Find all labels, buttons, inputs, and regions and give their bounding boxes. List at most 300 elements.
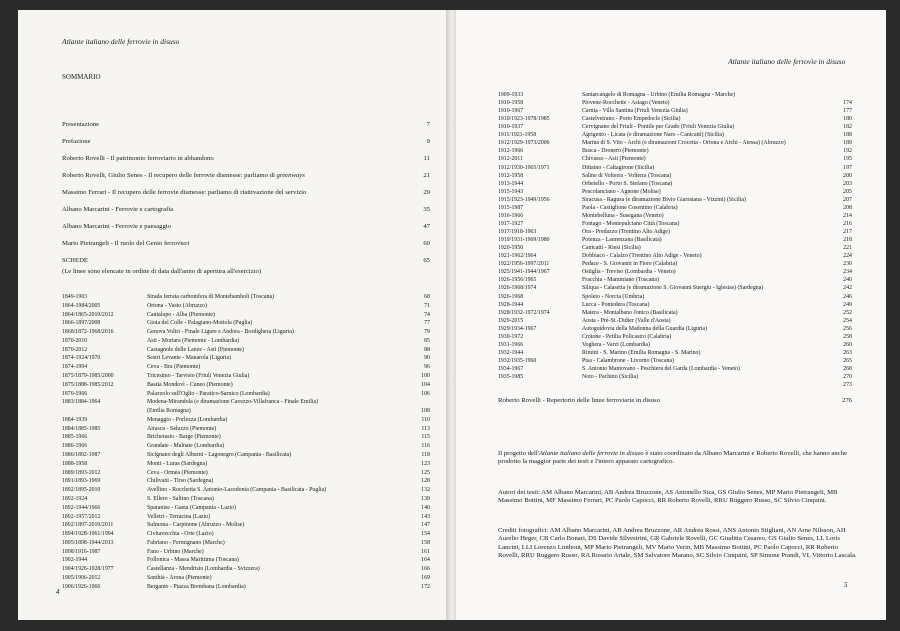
scheda-dates: 1932/1935-1960 bbox=[498, 357, 537, 364]
scheda-name: Fano - Urbino (Marche) bbox=[147, 548, 204, 555]
scheda-entry bbox=[147, 461, 430, 468]
scheda-dates: 1912-1958 bbox=[498, 172, 524, 179]
scheda-page: 106 bbox=[421, 390, 430, 397]
scheda-entry bbox=[582, 156, 852, 163]
scheda-name: Sestri Levante - Manarola (Liguria) bbox=[147, 355, 232, 362]
scheda-entry bbox=[147, 470, 430, 477]
toc-entry-text: Roberto Rovelli - Repertorio delle linee ferroviarie in disuso bbox=[498, 397, 660, 404]
scheda-entry bbox=[582, 285, 852, 292]
scheda-dates: 1864-1984/2005 bbox=[62, 302, 101, 309]
scheda-dates: 1891/1893-1969 bbox=[62, 478, 101, 485]
scheda-dates: 1904/1926-1928/1977 bbox=[62, 566, 114, 573]
scheda-entry bbox=[582, 100, 852, 107]
scheda-entry bbox=[582, 116, 852, 123]
scheda-name: Aosta - Pré-St.-Didier (Valle d'Aosta) bbox=[582, 317, 671, 324]
toc-entry-text: Mario Pietrangeli - Il ruolo del Genio ferrovieri bbox=[62, 240, 190, 247]
scheda-entry bbox=[582, 197, 852, 204]
scheda-page: 68 bbox=[424, 294, 430, 300]
scheda-name: Potenza - Laurenzana (Basilicata) bbox=[582, 237, 662, 244]
scheda-entry bbox=[582, 205, 852, 212]
scheda-name: Marina di S. Vito - Archi (e diramazioni Crocetta - Ortona e Archi - Atessa) (Abruzzo) bbox=[582, 140, 786, 147]
scheda-page: 172 bbox=[421, 583, 430, 590]
scheda-name: Noto - Pachino (Sicilia) bbox=[582, 374, 639, 381]
scheda-dates: 1884/1885-1985 bbox=[62, 425, 101, 432]
scheda-page: 166 bbox=[421, 566, 430, 573]
scheda-page: 249 bbox=[843, 301, 852, 308]
scheda-dates: 1889/1893-2012 bbox=[62, 469, 101, 476]
scheda-dates: 1934-1967 bbox=[498, 366, 524, 373]
scheda-dates: 1884-1939 bbox=[62, 416, 88, 423]
scheda-page: 256 bbox=[843, 325, 852, 332]
scheda-page: 110 bbox=[421, 416, 430, 423]
scheda-dates: 1926-1968/1974 bbox=[498, 285, 537, 292]
scheda-dates: 1911/1921-1958 bbox=[498, 132, 537, 139]
running-header: Atlante italiano delle ferrovie in disuso bbox=[62, 37, 180, 46]
toc-entry bbox=[62, 223, 430, 230]
scheda-name: S. Antonio Mantovano - Peschiera del Garda (Lombardia - Veneto) bbox=[582, 366, 740, 373]
scheda-dates: 1921-1962/1964 bbox=[498, 253, 537, 260]
scheda-entry bbox=[147, 408, 430, 415]
scheda-page: 205 bbox=[843, 188, 852, 195]
scheda-name: Fabriano - Fermignano (Marche) bbox=[147, 539, 225, 546]
scheda-name: Ceva - Bra (Piemonte) bbox=[147, 364, 201, 371]
scheda-name: Monti - Luras (Sardegna) bbox=[147, 460, 208, 467]
scheda-dates: 1892-1957/2012 bbox=[62, 513, 101, 520]
scheda-page: 161 bbox=[421, 548, 430, 555]
scheda-name: Strada ferrata carbonifera di Montebamboli (Toscana) bbox=[147, 294, 274, 300]
scheda-page: 77 bbox=[424, 320, 430, 327]
scheda-page: 254 bbox=[843, 317, 852, 324]
scheda-dates: 1930-1972 bbox=[498, 333, 524, 340]
toc-entry-page: 21 bbox=[423, 172, 430, 179]
scheda-entry bbox=[582, 229, 852, 236]
scheda-entry bbox=[147, 514, 430, 521]
scheda-dates: 1917/1918-1963 bbox=[498, 229, 537, 236]
scheda-entry bbox=[147, 391, 430, 398]
scheda-dates: 1892/1895-2010 bbox=[62, 487, 101, 494]
toc-entry-italic: greenways bbox=[276, 172, 305, 179]
scheda-page: 200 bbox=[843, 172, 852, 179]
scheda-name: Orbetello - Porto S. Stefano (Toscana) bbox=[582, 180, 673, 187]
scheda-name: Follonica - Massa Marittima (Toscana) bbox=[147, 557, 239, 564]
scheda-page: 218 bbox=[843, 237, 852, 244]
scheda-page: 260 bbox=[843, 341, 852, 348]
scheda-name: Sulmona - Carpinone (Abruzzo - Molise) bbox=[147, 522, 245, 529]
toc-entry-page: 47 bbox=[423, 223, 430, 230]
scheda-name: Gioia del Colle - Palagiano-Mottola (Puglia) bbox=[147, 320, 253, 327]
scheda-dates: 1915/1923-1949/1956 bbox=[498, 196, 550, 203]
scheda-name: Tricesimo - Tarvisio (Friuli Venezia Giulia) bbox=[147, 373, 250, 380]
scheda-entry bbox=[582, 140, 852, 147]
scheda-page: 252 bbox=[843, 309, 852, 316]
toc-entry-text: Presentazione bbox=[62, 121, 100, 128]
scheda-page: 234 bbox=[843, 269, 852, 276]
scheda-dates: 1916-1966 bbox=[498, 212, 524, 219]
scheda-dates: 1864/1865-2010/2012 bbox=[62, 311, 114, 318]
scheda-dates: 1892-1944/1966 bbox=[62, 504, 101, 511]
scheda-dates: 1870-2010 bbox=[62, 337, 88, 344]
scheda-dates: 1874-1994 bbox=[62, 364, 88, 371]
scheda-dates: 1892-1924 bbox=[62, 495, 88, 502]
scheda-name: Chilivani - Tirso (Sardegna) bbox=[147, 478, 214, 485]
scheda-name: Crotone - Petilia Policastro (Calabria) bbox=[582, 333, 672, 340]
scheda-entry bbox=[147, 399, 430, 406]
scheda-page: 188 bbox=[843, 132, 852, 139]
scheda-page: 214 bbox=[843, 212, 852, 219]
scheda-entry bbox=[147, 443, 430, 450]
scheda-page: 125 bbox=[421, 469, 430, 476]
toc-entry-page: 7 bbox=[426, 121, 430, 128]
scheda-entry bbox=[147, 531, 430, 538]
scheda-dates: 1910-1937 bbox=[498, 124, 524, 131]
toc-entry bbox=[62, 240, 430, 247]
scheda-entry bbox=[147, 303, 430, 310]
scheda-dates: 1920-1950 bbox=[498, 245, 524, 252]
toc-entry-page: 65 bbox=[423, 257, 430, 264]
scheda-name: Fracchia - Mammiano (Toscana) bbox=[582, 277, 659, 284]
scheda-entry bbox=[582, 318, 852, 325]
scheda-name: Autoguidovia della Madonna della Guardia (Liguria) bbox=[582, 325, 708, 332]
scheda-page: 164 bbox=[421, 557, 430, 564]
scheda-entry bbox=[582, 173, 852, 180]
scheda-dates: 1876-1966 bbox=[62, 390, 88, 397]
running-header: Atlante italiano delle ferrovie in disuso bbox=[728, 57, 846, 66]
credits-book-title: Atlante italiano delle ferrovie in disuso bbox=[538, 450, 644, 457]
scheda-dates: 1888-1958 bbox=[62, 460, 88, 467]
scheda-page: 140 bbox=[421, 504, 430, 511]
scheda-page: 108 bbox=[421, 408, 430, 415]
scheda-page: 230 bbox=[843, 261, 852, 268]
scheda-name: Agrigento - Licata (e diramazione Naro - Canicattì) (Sicilia) bbox=[582, 132, 724, 139]
page-number: 5 bbox=[844, 581, 848, 589]
scheda-dates: 1926-1956/1965 bbox=[498, 277, 537, 284]
scheda-entry bbox=[582, 302, 852, 309]
scheda-entry bbox=[582, 326, 852, 333]
scheda-entry bbox=[147, 487, 430, 494]
scheda-page: 268 bbox=[843, 366, 852, 373]
scheda-page: 113 bbox=[421, 425, 430, 432]
scheda-dates: 1909-1933 bbox=[498, 92, 524, 98]
scheda-dates: 1898/1916-1987 bbox=[62, 548, 101, 555]
scheda-name: Avellino - Rocchetta S. Antonio-Lacedonia (Campania - Basilicata - Puglia) bbox=[147, 487, 327, 494]
scheda-name: Saline di Volterra - Volterra (Toscana) bbox=[582, 172, 672, 179]
scheda-page: 128 bbox=[421, 478, 430, 485]
page-number: 4 bbox=[56, 588, 60, 596]
scheda-page: 116 bbox=[421, 443, 430, 450]
scheda-name: Ortona - Vasto (Abruzzo) bbox=[147, 302, 207, 309]
scheda-name: Civitavecchia - Orte (Lazio) bbox=[147, 531, 214, 538]
section-title: SOMMARIO bbox=[62, 73, 101, 81]
toc-entry-page: 29 bbox=[423, 189, 430, 196]
scheda-dates: 1874-1924/1970 bbox=[62, 355, 101, 362]
scheda-name: Dittaino - Caltagirone (Sicilia) bbox=[582, 164, 655, 171]
scheda-entry bbox=[582, 148, 852, 155]
scheda-name: Matera - Montalbano Jonico (Basilicata) bbox=[582, 309, 678, 316]
scheda-entry bbox=[147, 478, 430, 485]
scheda-dates: 1866-1897/2008 bbox=[62, 320, 101, 327]
scheda-dates: 1886-1966 bbox=[62, 443, 88, 450]
scheda-entry bbox=[582, 132, 852, 139]
toc-entry bbox=[62, 189, 430, 196]
scheda-page: 143 bbox=[421, 513, 430, 520]
credits-intro bbox=[498, 450, 858, 467]
scheda-page: 273 bbox=[843, 382, 852, 389]
scheda-entry bbox=[147, 329, 430, 336]
scheda-dates: 1883/1884-1964 bbox=[62, 399, 101, 406]
scheda-page: 139 bbox=[421, 495, 430, 502]
scheda-dates: 1912/1929-1973/2006 bbox=[498, 140, 550, 147]
toc-entry-page: 276 bbox=[841, 397, 852, 404]
scheda-dates: 1875/1888-1985/2012 bbox=[62, 381, 114, 388]
scheda-dates: 1913-1944 bbox=[498, 180, 524, 187]
scheda-page: 192 bbox=[843, 148, 852, 155]
scheda-dates: 1915-1943 bbox=[498, 188, 524, 195]
scheda-page: 189 bbox=[843, 140, 852, 147]
scheda-dates: 1894/1928-1961/1994 bbox=[62, 531, 114, 538]
scheda-dates: 1912-1966 bbox=[498, 148, 524, 155]
scheda-entry bbox=[582, 221, 852, 228]
scheda-page: 221 bbox=[843, 245, 852, 252]
scheda-entry bbox=[582, 366, 852, 373]
scheda-entry bbox=[147, 382, 430, 389]
scheda-name: Piovene-Rocchette - Asiago (Veneto) bbox=[582, 100, 670, 107]
scheda-page: 118 bbox=[421, 452, 430, 459]
scheda-dates: 1885-1966 bbox=[62, 434, 88, 441]
scheda-dates: 1932-1944 bbox=[498, 349, 524, 356]
scheda-entry bbox=[147, 364, 430, 371]
scheda-dates: 1886/1892-1987 bbox=[62, 452, 101, 459]
scheda-page: 265 bbox=[843, 357, 852, 364]
scheda-entry bbox=[147, 557, 430, 564]
scheda-page: 71 bbox=[424, 302, 430, 309]
scheda-name: Castelvetrano - Porto Empedocle (Sicilia) bbox=[582, 116, 681, 123]
scheda-dates: 1906/1926-1966 bbox=[62, 583, 101, 590]
scheda-entry bbox=[147, 522, 430, 529]
scheda-dates: 1917-1927 bbox=[498, 220, 524, 227]
scheda-name: Pedace - S. Giovanni in Fiore (Calabria) bbox=[582, 261, 678, 268]
scheda-dates: 1922/1956-1997/2011 bbox=[498, 261, 550, 268]
scheda-entry bbox=[582, 213, 852, 220]
scheda-page: 195 bbox=[843, 156, 852, 163]
scheda-entry bbox=[147, 294, 430, 301]
scheda-entry bbox=[147, 312, 430, 319]
scheda-name: Sicignano degli Alburni - Lagonegro (Campania - Basilicata) bbox=[147, 452, 292, 459]
scheda-page: 88 bbox=[424, 346, 430, 353]
toc-entry bbox=[62, 121, 430, 128]
scheda-page: 197 bbox=[843, 164, 852, 171]
scheda-entry bbox=[582, 350, 852, 357]
toc-entry-page: 35 bbox=[423, 206, 430, 213]
scheda-entry bbox=[582, 269, 852, 276]
ordering-note: (Le linee sono elencate in ordine di data dall'anno di apertura all'esercizio) bbox=[62, 268, 262, 275]
scheda-entry bbox=[147, 338, 430, 345]
scheda-page: 74 bbox=[424, 311, 430, 318]
scheda-page: 263 bbox=[843, 349, 852, 356]
scheda-entry bbox=[582, 189, 852, 196]
scheda-entry bbox=[147, 496, 430, 503]
scheda-entry bbox=[582, 237, 852, 244]
scheda-page: 85 bbox=[424, 337, 430, 344]
scheda-name: Modena-Mirandola (e diramazione Cavezzo-Villafranca - Finale Emilia) bbox=[147, 399, 319, 406]
photo-credits: Crediti fotografici: AM Albano Marcarini, AB Andrea Bruzzone, AR Andrea Rossi, ANS Antonio Stigliani, AN Arne Nilsson, AH Aurelio Heger, CB Carlo Bonari, DS Davide Silvestrini, GR Gabriele Rovelli, GC Giuditta Cesareo, GS Giulio Senes, LL Loris Lancini, LLI Lorenzo Linthout, MP Mario Pietrangeli, MV Mario Verin, MB Massimo Bottini, PC Paolo Capocci, RR Roberto Rovelli, RRU Ruggero Russo, RA Rosario Artale, SM Salvatore Marano, SC Silvio Cinquini, SP Simone Prandi, VL Vittorio Lascala. bbox=[498, 527, 857, 560]
scheda-dates: 1931-1966 bbox=[498, 341, 524, 348]
scheda-name: Bricherasio - Barge (Piemonte) bbox=[147, 434, 221, 441]
toc-entry-text: Massimo Ferrari - Il recupero delle ferrovie dismesse: parliamo di riattivazione del servizio bbox=[62, 189, 307, 196]
scheda-name: Bergamo - Piazza Brembana (Lombardia) bbox=[147, 583, 246, 590]
scheda-entry bbox=[582, 261, 852, 268]
scheda-page: 216 bbox=[843, 220, 852, 227]
scheda-name: Cantalupo - Alba (Piemonte) bbox=[147, 311, 215, 318]
scheda-entry bbox=[582, 245, 852, 252]
scheda-name: Spoleto - Norcia (Umbria) bbox=[582, 293, 645, 300]
scheda-name: Rimini - S. Marino (Emilia Romagna - S. Marino) bbox=[582, 349, 701, 356]
scheda-entry bbox=[147, 434, 430, 441]
scheda-page: 174 bbox=[843, 100, 852, 107]
toc-entry-text: Prefazione bbox=[62, 138, 91, 145]
scheda-dates: 1895/1898-1944/2013 bbox=[62, 539, 114, 546]
scheda-dates: 1935-1985 bbox=[498, 374, 524, 381]
scheda-page: 217 bbox=[843, 229, 852, 236]
scheda-name: Pisa - Calambrone - Livorno (Toscana) bbox=[582, 357, 675, 364]
scheda-name: Voghera - Varzi (Lombardia) bbox=[582, 341, 650, 348]
toc-entry-text: SCHEDE bbox=[62, 257, 89, 264]
scheda-name: Asti - Mortara (Piemonte - Lombardia) bbox=[147, 337, 240, 344]
scheda-page: 79 bbox=[424, 329, 430, 336]
scheda-page: 246 bbox=[843, 293, 852, 300]
scheda-name: Paola - Castiglione Cosentino (Calabria) bbox=[582, 204, 678, 211]
scheda-page: 207 bbox=[843, 196, 852, 203]
scheda-page: 169 bbox=[421, 574, 430, 581]
scheda-entry bbox=[147, 426, 430, 433]
scheda-name: Palazzolo sull'Oglio - Paratico-Sarnico (Lombardia) bbox=[147, 390, 270, 397]
toc-entry-text: Albano Marcarini - Ferrovie e cartografia bbox=[62, 206, 174, 213]
scheda-dates: 1928/1932-1972/1974 bbox=[498, 309, 550, 316]
scheda-dates: 1928-1944 bbox=[498, 301, 524, 308]
scheda-entry bbox=[147, 540, 430, 547]
scheda-name: Canicattì - Riesi (Sicilia) bbox=[582, 245, 641, 252]
scheda-name: Ceva - Ormea (Piemonte) bbox=[147, 469, 208, 476]
scheda-name: Menaggio - Porlezza (Lombardia) bbox=[147, 416, 228, 423]
scheda-dates: 1910-1967 bbox=[498, 108, 524, 115]
scheda-page: 224 bbox=[843, 253, 852, 260]
scheda-name: Sparanise - Gaeta (Campania - Lazio) bbox=[147, 504, 237, 511]
toc-entry-text: Roberto Rovelli, Giulio Senes - Il recupero delle ferrovie dismesse: parliamo di bbox=[62, 172, 277, 179]
scheda-entry bbox=[582, 358, 852, 365]
scheda-dates: 1910/1923-1978/1985 bbox=[498, 116, 550, 123]
toc-entry-text: Albano Marcarini - Ferrovie e paesaggio bbox=[62, 223, 172, 230]
scheda-name: Pescolanciano - Agnone (Molise) bbox=[582, 188, 661, 195]
scheda-name: Fontago - Montepulciano Città (Toscana) bbox=[582, 220, 680, 227]
scheda-page: 158 bbox=[421, 539, 430, 546]
scheda-dates: 1902-1944 bbox=[62, 557, 88, 564]
scheda-name: (Emilia Romagna) bbox=[147, 408, 191, 415]
toc-entry-page: 60 bbox=[423, 240, 430, 247]
scheda-entry bbox=[147, 452, 430, 459]
scheda-entry bbox=[582, 374, 852, 381]
scheda-dates: 1849-1903 bbox=[62, 294, 88, 300]
scheda-page: 100 bbox=[421, 373, 430, 380]
toc-entry-text: Roberto Rovelli - Il patrimonio ferroviario in abbandono bbox=[62, 155, 214, 162]
scheda-dates: 1892/1897-2010/2011 bbox=[62, 522, 114, 529]
scheda-entry bbox=[147, 575, 430, 582]
scheda-page: 182 bbox=[843, 124, 852, 131]
scheda-dates: 1925/1941-1944/1967 bbox=[498, 269, 550, 276]
scheda-dates: 1868/1872-1968/2016 bbox=[62, 329, 114, 336]
scheda-entry bbox=[582, 92, 852, 99]
scheda-name: Airasca - Saluzzo (Piemonte) bbox=[147, 425, 217, 432]
scheda-dates: 1870-2012 bbox=[62, 346, 88, 353]
scheda-name: Bastia Mondovì - Cuneo (Piemonte) bbox=[147, 381, 233, 388]
scheda-page: 147 bbox=[421, 522, 430, 529]
scheda-name: Genova Voltri - Finale Ligure e Andora - Bordighera (Liguria) bbox=[147, 329, 294, 336]
scheda-page: 104 bbox=[421, 381, 430, 388]
scheda-page: 132 bbox=[421, 487, 430, 494]
scheda-dates: 1912-2011 bbox=[498, 156, 523, 163]
scheda-dates: 1912/1930-1965/1971 bbox=[498, 164, 550, 171]
credits-intro-text: è stato coordinato da Albano Marcarini e Roberto Rovelli, che hanno anche prodotto la maggior parte dei testi e l'intero apparato cartografico. bbox=[498, 450, 848, 466]
scheda-entry bbox=[147, 417, 430, 424]
scheda-page: 154 bbox=[421, 531, 430, 538]
scheda-dates: 1926-1968 bbox=[498, 293, 524, 300]
credits-intro-text: Il progetto dell' bbox=[498, 450, 539, 457]
left-page bbox=[18, 10, 448, 620]
scheda-name: Siracusa - Ragusa (e diramazione Bivio Giarratana - Vizzini) (Sicilia) bbox=[582, 196, 746, 203]
right-page bbox=[456, 10, 886, 620]
scheda-name: S. Ellero - Saltino (Toscana) bbox=[147, 495, 214, 502]
scheda-name: Carnia - Villa Santina (Friuli Venezia Giulia) bbox=[582, 108, 688, 115]
scheda-dates: 1929/1934-1967 bbox=[498, 325, 537, 332]
toc-entry bbox=[62, 172, 430, 179]
toc-entry bbox=[62, 206, 430, 213]
scheda-entry bbox=[582, 277, 852, 284]
scheda-name: Montebelluna - Susegana (Veneto) bbox=[582, 212, 664, 219]
scheda-name: Siliqua - Calasetta (e diramazione S. Giovanni Suergiu - Iglesias) (Sardegna) bbox=[582, 285, 764, 292]
scheda-dates: 1905/1906-2012 bbox=[62, 574, 101, 581]
scheda-dates: 1919/1931-1969/1980 bbox=[498, 237, 550, 244]
toc-entry-page: 9 bbox=[426, 138, 430, 145]
scheda-dates: 1929-2015 bbox=[498, 317, 524, 324]
scheda-entry bbox=[147, 566, 430, 573]
scheda-dates: 1875/1879-1985/2000 bbox=[62, 373, 114, 380]
scheda-entry bbox=[582, 334, 852, 341]
scheda-entry bbox=[147, 355, 430, 362]
scheda-page: 203 bbox=[843, 180, 852, 187]
scheda-entry bbox=[147, 505, 430, 512]
scheda-name: Ora - Predazzo (Trentino Alto Adige) bbox=[582, 229, 670, 236]
scheda-name: Chivasso - Asti (Piemonte) bbox=[582, 156, 646, 163]
toc-entry bbox=[62, 155, 430, 162]
scheda-page: 115 bbox=[421, 434, 430, 441]
scheda-page: 123 bbox=[421, 460, 430, 467]
repertorio-entry bbox=[498, 397, 852, 404]
scheda-entry bbox=[582, 181, 852, 188]
scheda-page: 208 bbox=[843, 204, 852, 211]
scheda-entry bbox=[582, 108, 852, 115]
scheda-entry bbox=[147, 320, 430, 327]
scheda-name: Ostiglia - Treviso (Lombardia - Veneto) bbox=[582, 269, 676, 276]
scheda-page: 240 bbox=[843, 277, 852, 284]
scheda-name: Castagnole delle Lanze - Asti (Piemonte) bbox=[147, 346, 245, 353]
scheda-page: 177 bbox=[843, 108, 852, 115]
scheda-dates: 1915-1987 bbox=[498, 204, 524, 211]
scheda-page: 270 bbox=[843, 374, 852, 381]
scheda-entry bbox=[582, 165, 852, 172]
scheda-name: Santarcangelo di Romagna - Urbino (Emilia Romagna - Marche) bbox=[582, 92, 736, 98]
toc-entry bbox=[62, 257, 430, 264]
scheda-entry bbox=[582, 342, 852, 349]
scheda-name: Grandate - Malnate (Lombardia) bbox=[147, 443, 225, 450]
scheda-entry bbox=[147, 549, 430, 556]
